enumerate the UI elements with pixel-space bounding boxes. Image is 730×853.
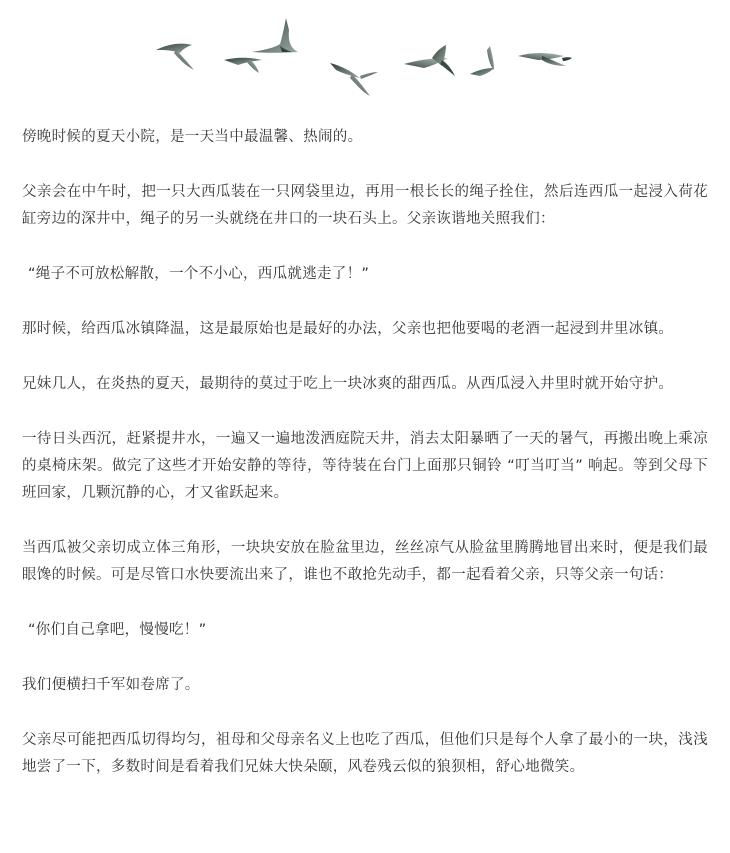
goose-6 xyxy=(470,46,494,76)
paragraph-1: 傍晚时候的夏天小院，是一天当中最温馨、热闹的。 xyxy=(22,129,363,145)
goose-2 xyxy=(224,58,262,73)
goose-3 xyxy=(252,18,298,53)
goose-7 xyxy=(518,53,572,66)
quote-paragraph-2: “你们自己拿吧，慢慢吃！” xyxy=(28,622,207,638)
paragraph-2: 父亲会在中午时，把一只大西瓜装在一只网袋里边，再用一根长长的绳子拴住，然后连西瓜一起浸入荷花缸旁边的深井中，绳子的另一头就绕在井口的一块石头上。父亲诙谐地关照我们： xyxy=(22,184,708,227)
goose-4 xyxy=(330,63,378,96)
goose-1 xyxy=(156,44,194,70)
flying-geese-icon xyxy=(0,0,730,110)
paragraph-8: 父亲尽可能把西瓜切得均匀，祖母和父母亲名义上也吃了西瓜，但他们只是每个人拿了最小的一块，浅浅地尝了一下，多数时间是看着我们兄妹大快朵颐，风卷残云似的狼狈相，舒心地微笑。 xyxy=(22,732,708,775)
paragraph-4: 兄妹几人，在炎热的夏天，最期待的莫过于吃上一块冰爽的甜西瓜。从西瓜浸入井里时就开始守护。 xyxy=(22,376,674,392)
paragraph-5: 一待日头西沉，赶紧提井水，一遍又一遍地泼洒庭院天井，消去太阳暴晒了一天的暑气，再搬出晚上乘凉的桌椅床架。做完了这些才开始安静的等待，等待装在台门上面那只铜铃 “叮当叮当” 响起。等到父母下班回家，几颗沉静的心，才又雀跃起来。 xyxy=(22,431,708,501)
goose-5 xyxy=(404,45,455,76)
quote-paragraph-1: “绳子不可放松解散，一个不小心，西瓜就逃走了！” xyxy=(28,266,370,282)
paragraph-3: 那时候，给西瓜冰镇降温，这是最原始也是最好的办法，父亲也把他要喝的老酒一起浸到井里冰镇。 xyxy=(22,321,674,337)
paragraph-7: 我们便横扫千军如卷席了。 xyxy=(22,677,200,693)
paragraph-6: 当西瓜被父亲切成立体三角形，一块块安放在脸盆里边，丝丝凉气从脸盆里腾腾地冒出来时，便是我们最眼馋的时候。可是尽管口水快要流出来了，谁也不敢抢先动手，都一起看着父亲，只等父亲一句话： xyxy=(22,540,708,583)
article-body xyxy=(22,124,708,809)
